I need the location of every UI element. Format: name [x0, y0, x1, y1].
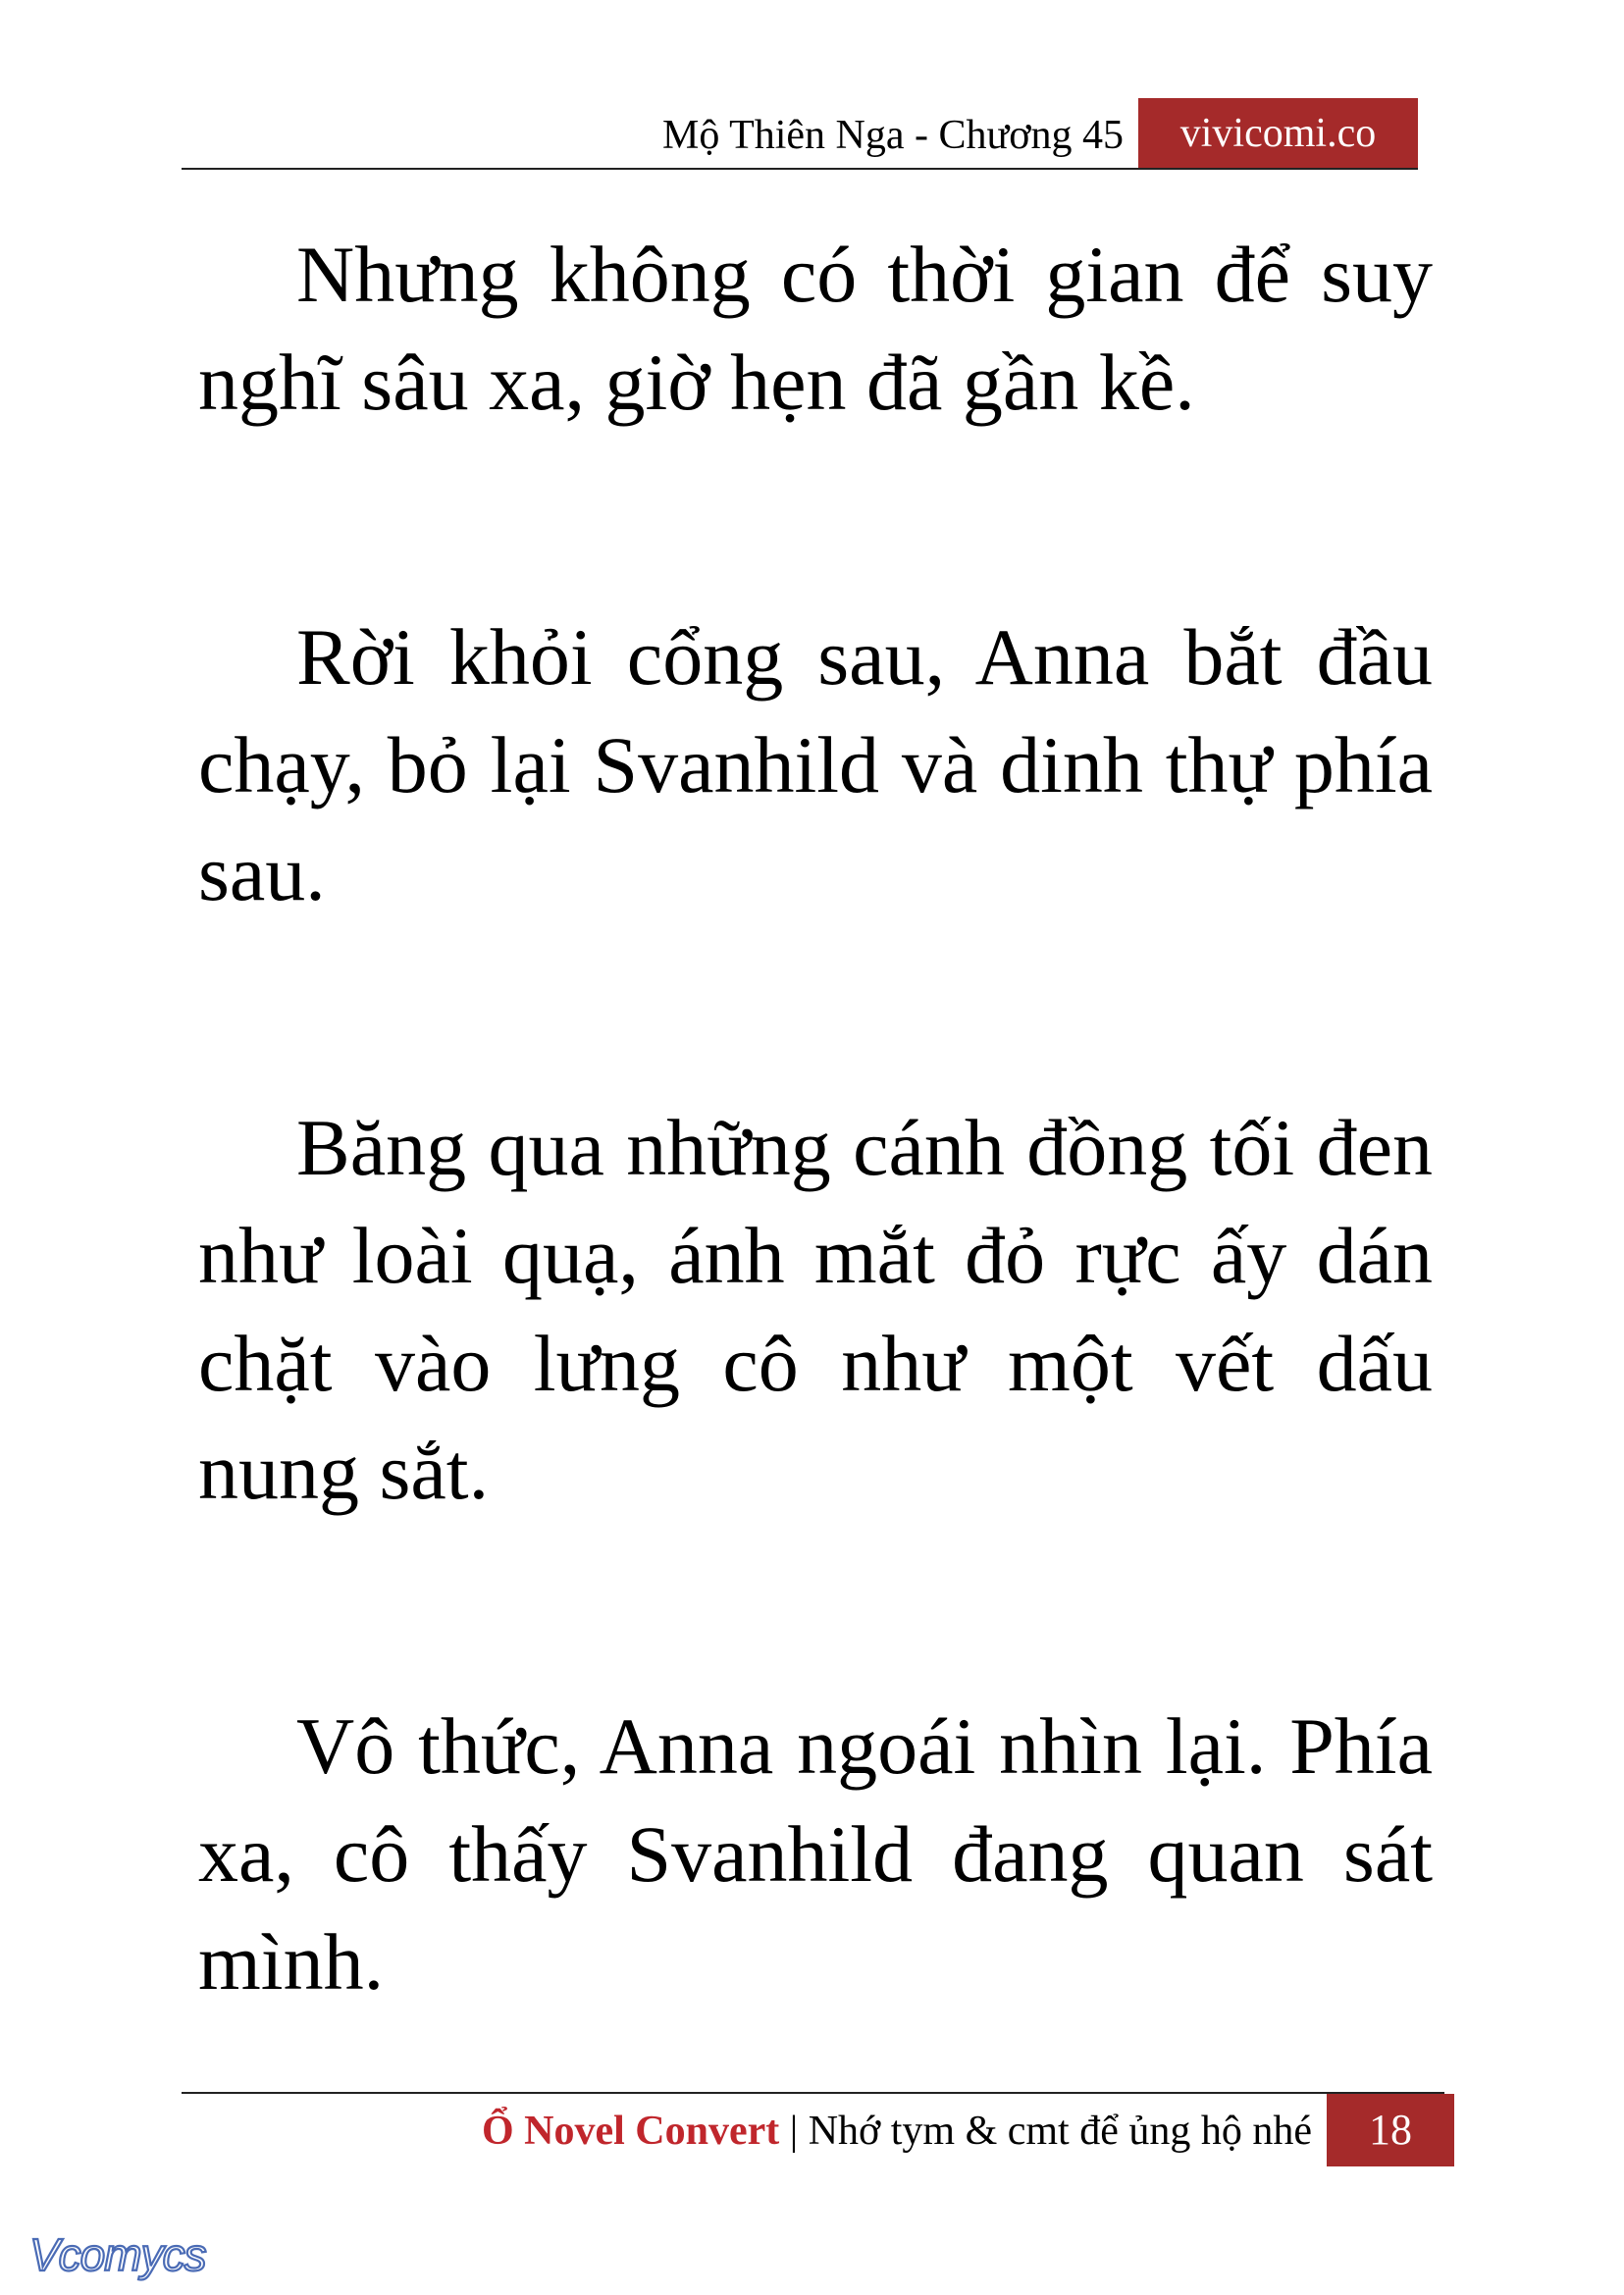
- footer-divider: [182, 2092, 1444, 2094]
- chapter-body: [198, 221, 1433, 2183]
- site-badge: vivicomi.co: [1138, 98, 1418, 169]
- page-header: [182, 98, 1418, 167]
- watermark-text: Vcomycs: [29, 2229, 206, 2280]
- footer-brand: Ổ Novel Convert: [481, 2109, 780, 2154]
- paragraph: Băng qua những cánh đồng tối đen như loài quạ, ánh mắt đỏ rực ấy dán chặt vào lưng cô như một vết dấu nung sắt.: [198, 1103, 1433, 1516]
- footer-message: Nhớ tym & cmt để ủng hộ nhé: [808, 2109, 1312, 2154]
- watermark-logo: [27, 2227, 253, 2284]
- header-divider: [182, 168, 1418, 170]
- page-footer: [482, 2107, 1312, 2156]
- footer-separator: |: [789, 2109, 799, 2154]
- paragraph: Vô thức, Anna ngoái nhìn lại. Phía xa, cô thấy Svanhild đang quan sát mình.: [198, 1701, 1433, 2007]
- page-number: 18: [1327, 2094, 1454, 2166]
- chapter-title: Mộ Thiên Nga - Chương 45: [662, 113, 1124, 158]
- paragraph: Nhưng không có thời gian để suy nghĩ sâu xa, giờ hẹn đã gần kề.: [198, 230, 1433, 427]
- paragraph: Rời khỏi cổng sau, Anna bắt đầu chạy, bỏ lại Svanhild và dinh thự phía sau.: [198, 612, 1433, 917]
